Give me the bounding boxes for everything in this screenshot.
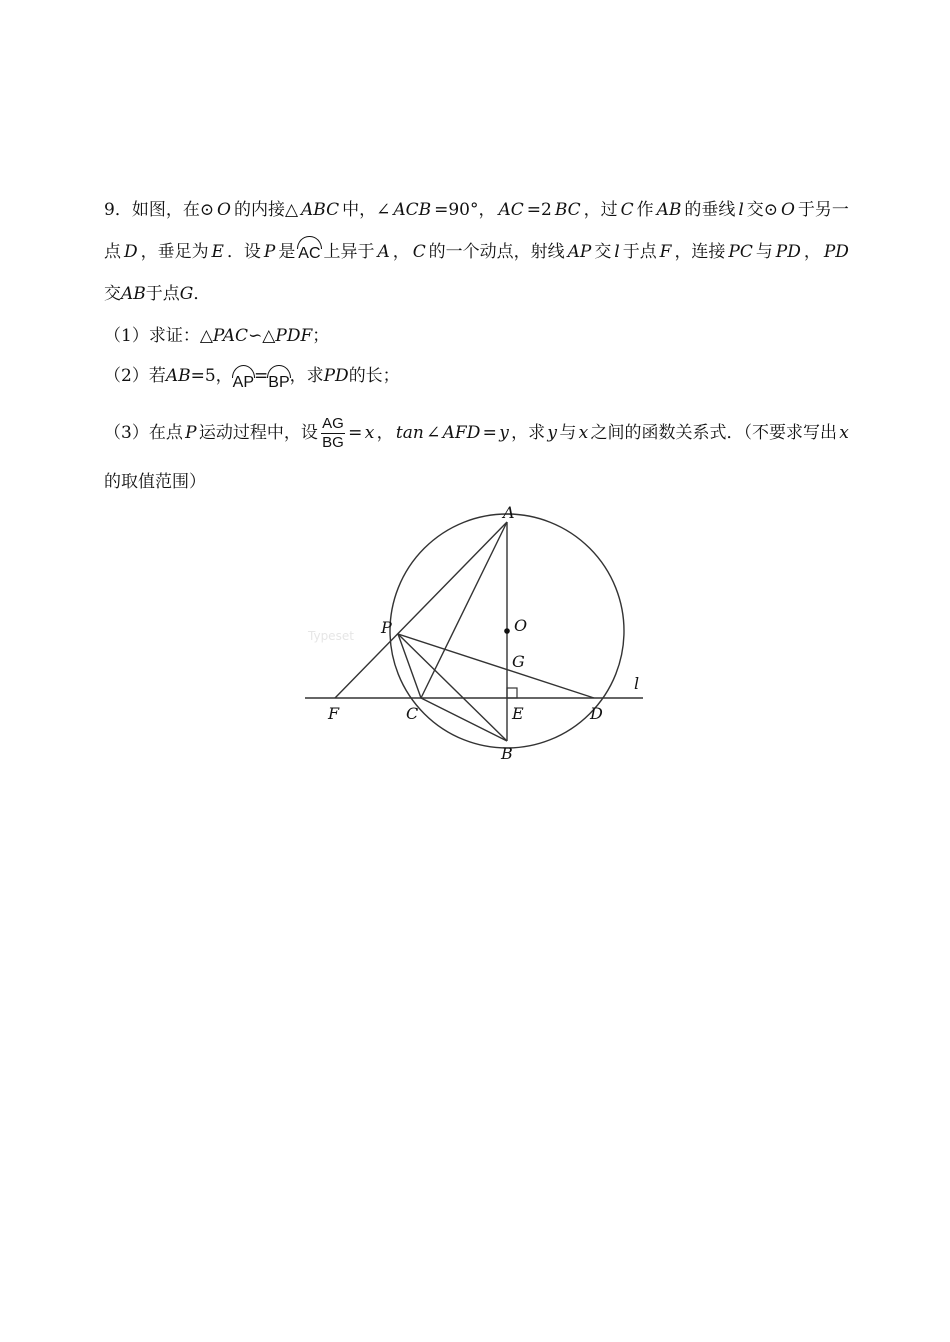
problem-text	[104, 194, 849, 506]
fraction-ag-bg	[321, 415, 345, 452]
problem-line-1	[104, 194, 849, 236]
text-run: F	[659, 242, 672, 262]
text-run: 的垂线	[684, 200, 736, 220]
text-run: =	[482, 423, 497, 443]
segment-cb	[421, 698, 507, 741]
label-b: B	[501, 744, 513, 763]
label-a: A	[503, 503, 515, 522]
text-run: l	[614, 242, 620, 262]
text-run: ，求	[289, 366, 324, 386]
text-run: y	[499, 423, 509, 443]
text-run: y	[547, 423, 558, 443]
geometry-figure	[300, 500, 650, 770]
text-run: ∠	[426, 423, 441, 443]
text-run: P	[263, 242, 276, 262]
text-run: PDF	[275, 326, 313, 346]
text-run: ABC	[301, 200, 340, 220]
text-run: PAC	[212, 326, 249, 346]
text-run: AFD	[442, 423, 481, 443]
text-run: 点	[104, 242, 121, 262]
text-run: O	[217, 200, 231, 220]
text-run: =2	[526, 200, 552, 220]
text-run: 于另一	[797, 200, 849, 220]
label-c: C	[406, 704, 419, 723]
text-run: （1）求证：△	[104, 326, 213, 346]
text-run: 9．如图，在⊙	[104, 200, 215, 220]
text-run: AP	[567, 242, 592, 262]
arc-bp: BP	[268, 365, 289, 393]
label-p: P	[381, 618, 392, 637]
text-run: ∽△	[248, 326, 276, 346]
arc-ap: AP	[233, 365, 254, 393]
text-run: E	[211, 242, 224, 262]
geometry-diagram	[300, 500, 650, 770]
text-run: A	[377, 242, 390, 262]
text-run: 上异于	[323, 242, 375, 262]
text-run: PD	[323, 366, 349, 386]
problem-line-2	[104, 236, 849, 278]
segment-pc	[398, 634, 421, 698]
text-run: 作	[636, 200, 654, 220]
text-run: BC	[554, 200, 581, 220]
text-run: =	[348, 423, 363, 443]
text-run: D	[123, 242, 138, 262]
text-run: 运动过程中，设	[198, 423, 318, 443]
segment-ac	[421, 522, 507, 698]
text-run: PD	[823, 242, 849, 262]
text-run: 交⊙	[746, 200, 779, 220]
text-run: ACB	[393, 200, 432, 220]
text-run: =90°，	[434, 200, 496, 220]
problem-line-3	[104, 278, 849, 320]
text-run: AB	[121, 284, 146, 304]
arc-ac: AC	[298, 236, 320, 278]
text-run: 的长；	[348, 366, 400, 386]
right-angle-mark	[507, 688, 517, 698]
text-run: 的内接△	[233, 200, 299, 220]
text-run: ，过	[583, 200, 618, 220]
text-run: C	[412, 242, 426, 262]
segment-pd	[398, 634, 594, 698]
text-run: ．设	[226, 242, 261, 262]
label-o: O	[514, 616, 528, 635]
segment-pb	[398, 634, 507, 741]
text-run: =	[254, 366, 269, 386]
text-run: ；	[312, 326, 330, 346]
text-run: AB	[165, 366, 191, 386]
text-run: ，连接	[674, 242, 726, 262]
text-run: 于点	[145, 284, 180, 304]
text-run: 交	[594, 242, 612, 262]
text-run: x	[364, 423, 375, 443]
text-run: C	[620, 200, 634, 220]
label-f: F	[328, 704, 340, 723]
text-run: 与	[755, 242, 773, 262]
text-run: PD	[775, 242, 801, 262]
text-run: AC	[498, 200, 524, 220]
text-run: 是	[278, 242, 296, 262]
label-l: l	[634, 674, 640, 693]
part-2	[104, 360, 849, 400]
text-run: ，	[376, 423, 394, 443]
label-d: D	[590, 704, 603, 723]
part-1	[104, 320, 849, 360]
text-run: 交	[104, 284, 121, 304]
text-run: PC	[728, 242, 753, 262]
text-run: 与	[559, 423, 577, 443]
text-run: ．	[193, 284, 211, 304]
text-run: ，	[392, 242, 410, 262]
part-3-tail: 的取值范围）	[104, 472, 206, 492]
text-run: ，求	[511, 423, 546, 443]
text-run: ，	[803, 242, 821, 262]
text-run: x	[839, 423, 849, 443]
text-run: x	[578, 423, 589, 443]
watermark: Typeset	[308, 629, 354, 643]
label-g: G	[512, 652, 525, 671]
ray-af	[335, 522, 507, 698]
fraction-denominator: BG	[322, 433, 344, 451]
text-run: 于点	[622, 242, 657, 262]
text-run: AB	[656, 200, 682, 220]
text-run: （3）在点	[104, 423, 183, 443]
text-run: O	[781, 200, 795, 220]
text-run: 中，∠	[342, 200, 391, 220]
text-run: tan	[395, 423, 424, 443]
text-run: =5，	[190, 366, 233, 386]
text-run: G	[179, 284, 194, 304]
label-e: E	[512, 704, 524, 723]
text-run: 之间的函数关系式．（不要求写出	[590, 423, 837, 443]
part-3	[104, 400, 849, 466]
text-run: P	[185, 423, 197, 443]
text-run: l	[738, 200, 744, 220]
center-point-o	[504, 628, 510, 634]
text-run: ，垂足为	[140, 242, 209, 262]
text-run: （2）若	[104, 366, 166, 386]
text-run: 的一个动点，射线	[428, 242, 565, 262]
fraction-numerator: AG	[322, 414, 344, 432]
